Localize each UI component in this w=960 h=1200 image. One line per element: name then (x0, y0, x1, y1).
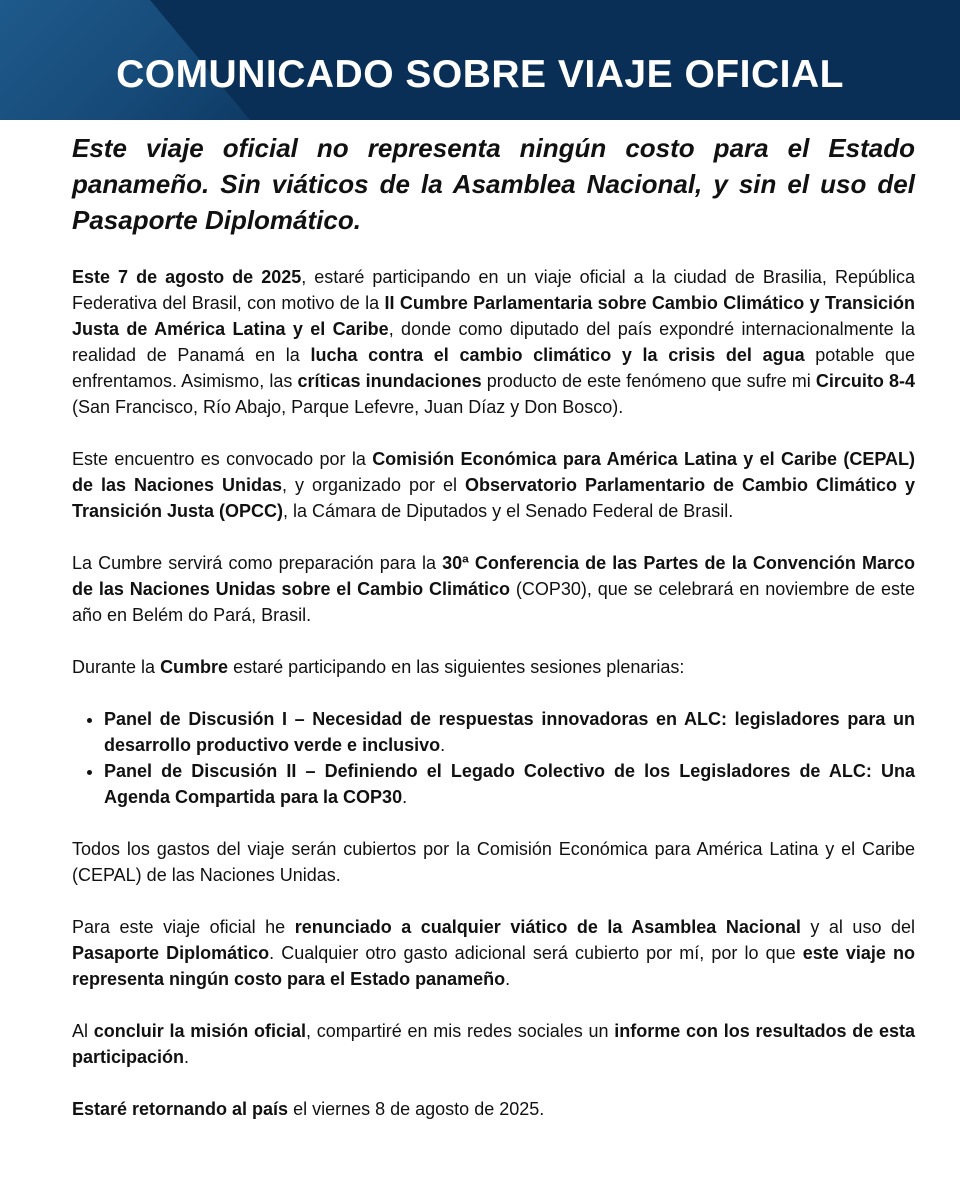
paragraph-organizers: Este encuentro es convocado por la Comisión Económica para América Latina y el Caribe (CEPAL) de las Naciones Unidas, y organizado por el Observatorio Parlamentario de Cambio Climático y Transición Justa (OPCC), la Cámara de Diputados y el Senado Federal de Brasil. (72, 449, 916, 521)
paragraph-sessions-intro: Durante la Cumbre estaré participando en las siguientes sesiones plenarias: (72, 657, 685, 677)
page-title: COMUNICADO SOBRE VIAJE OFICIAL (116, 53, 844, 96)
paragraph-expenses: Todos los gastos del viaje serán cubiertos por la Comisión Económica para América Latina y el Caribe (CEPAL) de las Naciones Unidas. (72, 839, 915, 885)
paragraph-no-viaticos: Para este viaje oficial he renunciado a cualquier viático de la Asamblea Nacional y al uso del Pasaporte Diplomático. Cualquier otro gasto adicional será cubierto por mí, por lo que este viaje no representa ningún costo para el Estado panameño. (72, 917, 916, 989)
p1-bold-date: Este 7 de agosto de 2025 (72, 267, 302, 287)
paragraph-trip-details: Este 7 de agosto de 2025, estaré participando en un viaje oficial a la ciudad de Brasilia, República Federativa del Brasil, con motivo de la II Cumbre Parlamentaria sobre Cambio Climático y Transición Justa de América Latina y el Caribe, donde como diputado del país expondré internacionalmente la realidad de Panamá en la lucha contra el cambio climático y la crisis del agua potable que enfrentamos. Asimismo, las críticas inundaciones producto de este fenómeno que sufre mi Circuito 8-4 (San Francisco, Río Abajo, Parque Lefevre, Juan Díaz y Don Bosco). (72, 267, 915, 417)
communique-body (0, 120, 960, 1122)
lead-statement: Este viaje oficial no representa ningún costo para el Estado panameño. Sin viáticos de la Asamblea Nacional, y sin el uso del Pasaporte Diplomático. (72, 133, 915, 235)
paragraph-return: Estaré retornando al país el viernes 8 de agosto de 2025. (72, 1099, 545, 1119)
paragraph-report: Al concluir la misión oficial, compartiré en mis redes sociales un informe con los resultados de esta participación. (72, 1021, 915, 1067)
list-item: • Panel de Discusión II – Definiendo el Legado Colectivo de los Legisladores de ALC: Una Agenda Compartida para la COP30. (104, 758, 915, 810)
paragraph-cop30: La Cumbre servirá como preparación para la 30ª Conferencia de las Partes de la Convención Marco de las Naciones Unidas sobre el Cambio Climático (COP30), que se celebrará en noviembre de este año en Belém do Pará, Brasil. (72, 553, 916, 625)
list-item: • Panel de Discusión I – Necesidad de respuestas innovadoras en ALC: legisladores para un desarrollo productivo verde e inclusivo. (104, 706, 915, 758)
sessions-list (72, 706, 915, 810)
header-banner (0, 0, 960, 120)
